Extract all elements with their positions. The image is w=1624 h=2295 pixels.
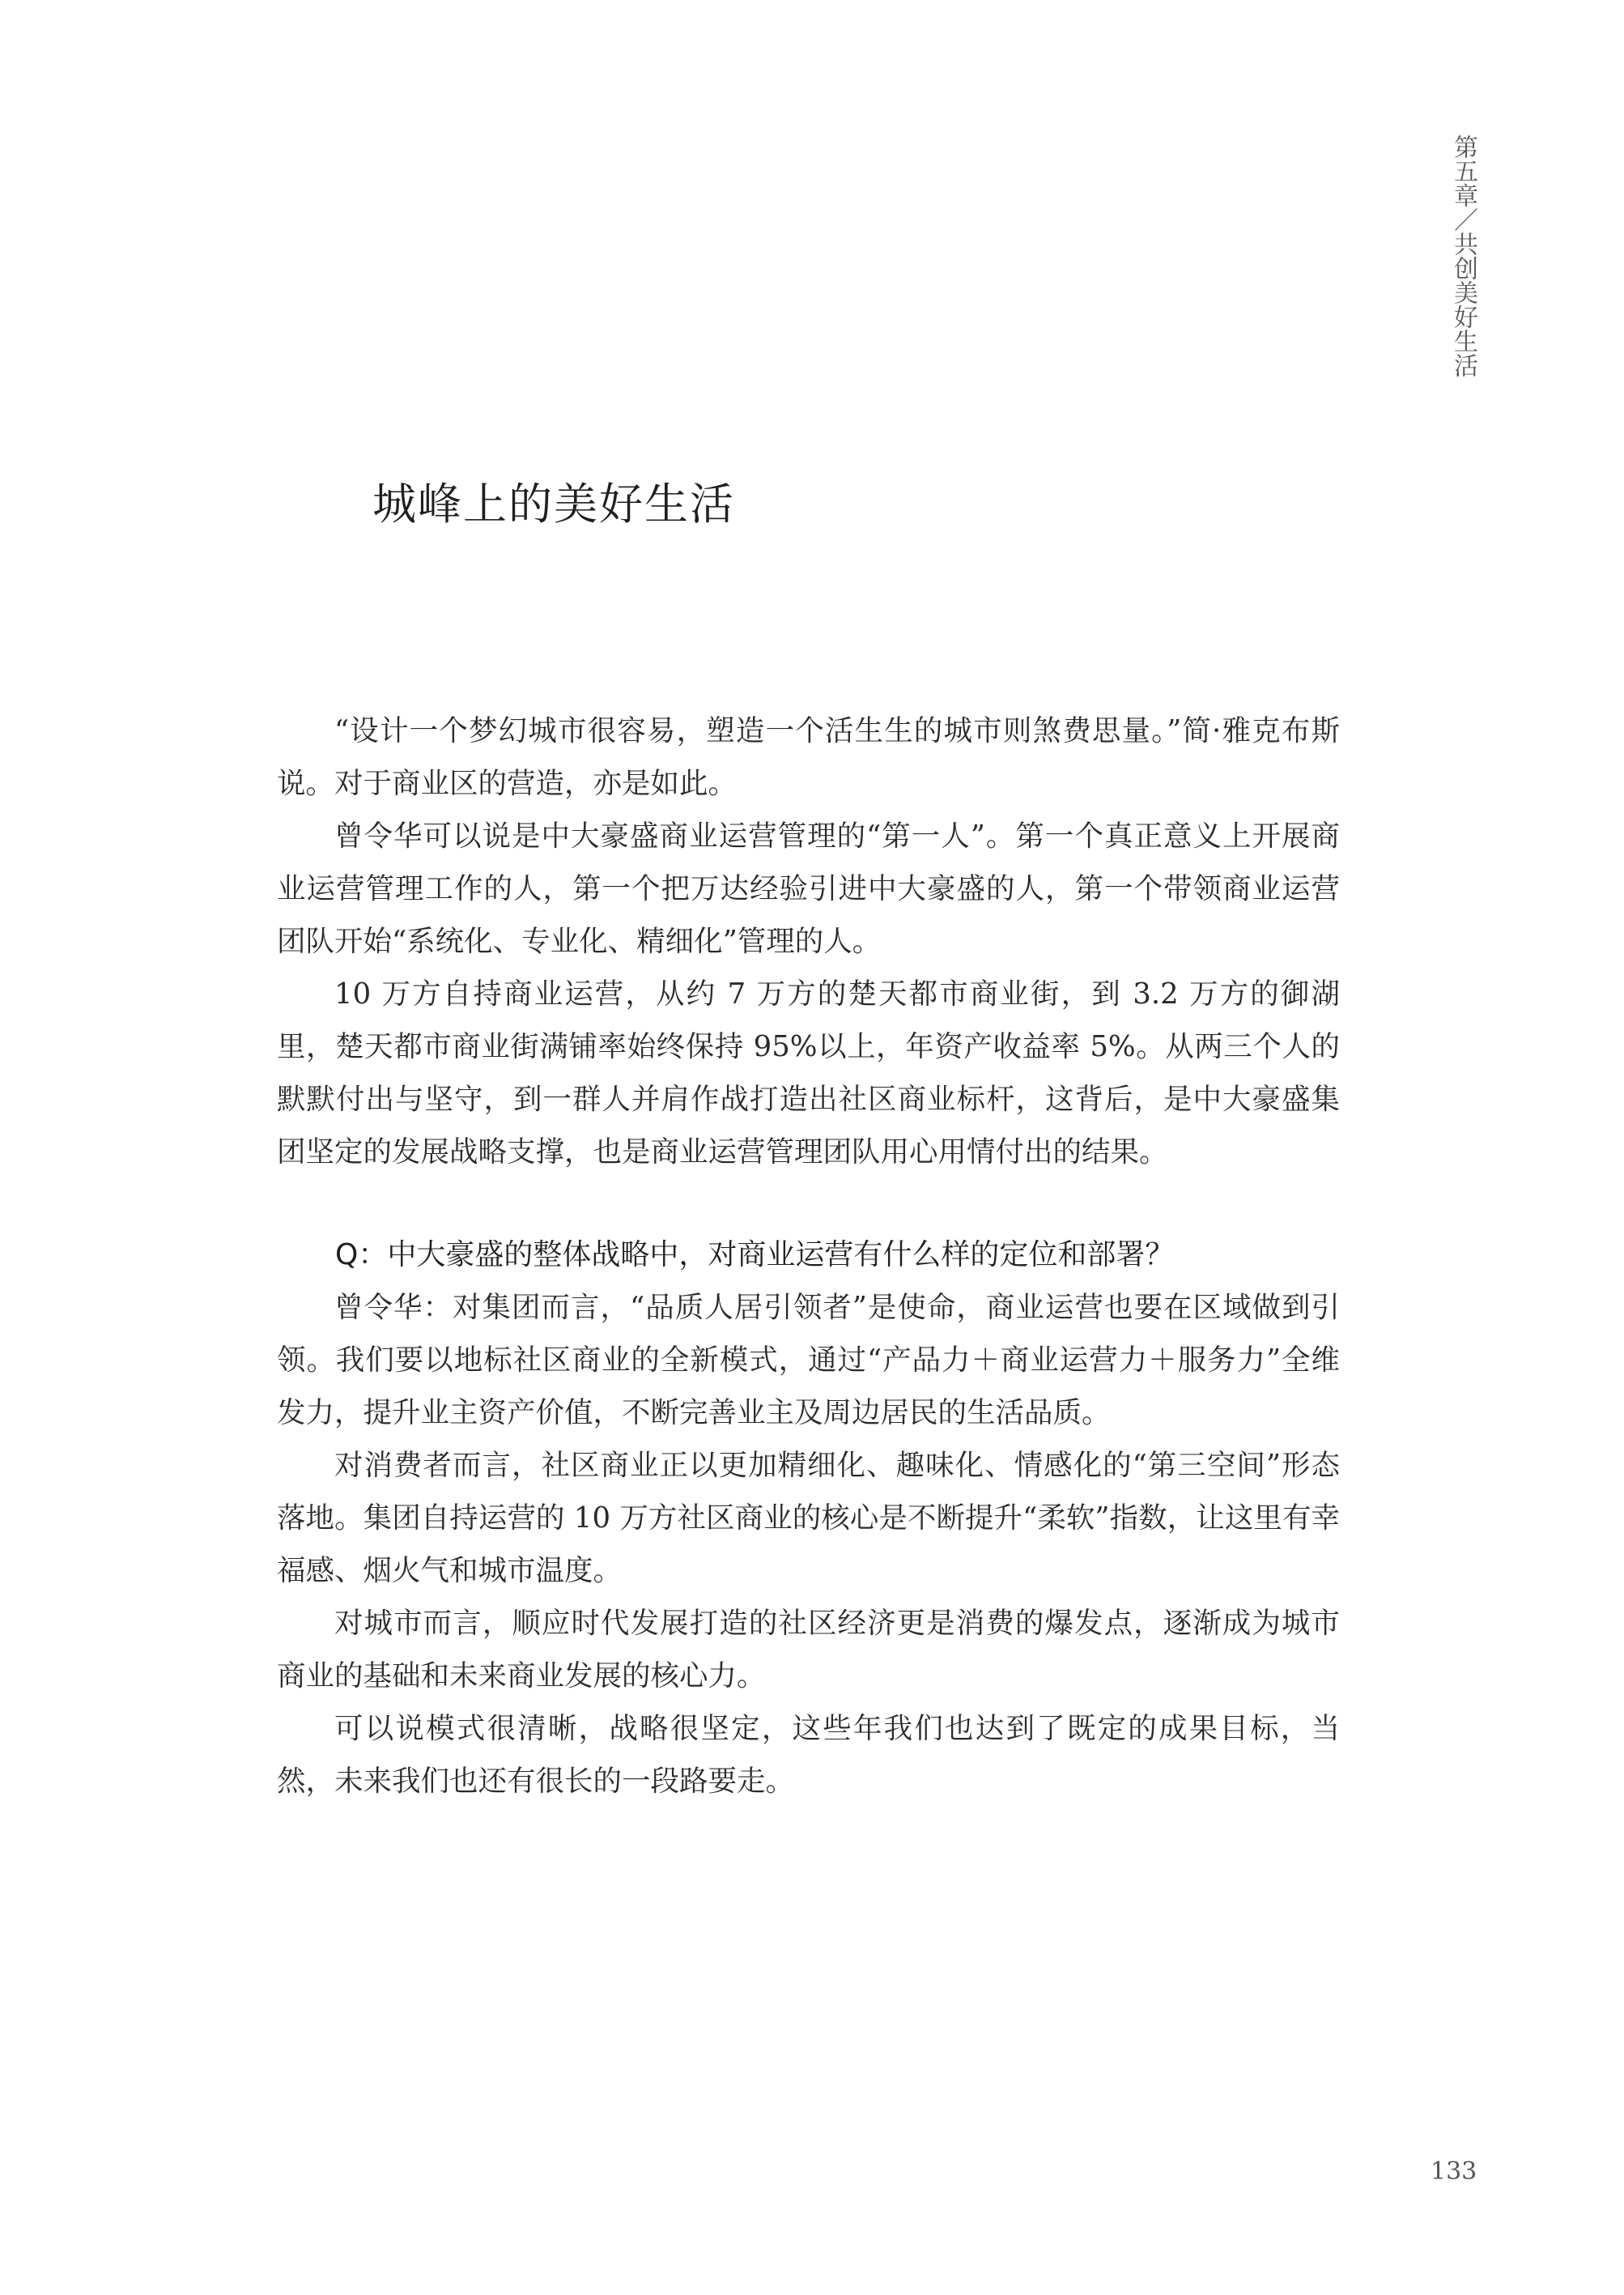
paragraph-intro-3: 10 万方自持商业运营，从约 7 万方的楚天都市商业街，到 3.2 万方的御湖里，楚天都市商业街满铺率始终保持 95%以上，年资产收益率 5%。从两三个人的默默付出与坚守，到一群人并肩作战打造出社区商业标杆，这背后，是中大豪盛集团坚定的发展战略支撑，也是商业运营管理团队用心用情付出的结果。 — [277, 977, 1340, 1169]
interview-question: Q：中大豪盛的整体战略中，对商业运营有什么样的定位和部署？ — [335, 1238, 1175, 1271]
paragraph-answer-2: 对消费者而言，社区商业正以更加精细化、趣味化、情感化的“第三空间”形态落地。集团自持运营的 10 万方社区商业的核心是不断提升“柔软”指数，让这里有幸福感、烟火气和城市温度。 — [277, 1449, 1340, 1587]
paragraph-answer-4: 可以说模式很清晰，战略很坚定，这些年我们也达到了既定的成果目标，当然，未来我们也还有很长的一段路要走。 — [277, 1712, 1340, 1798]
paragraph-answer-1: 曾令华：对集团而言，“品质人居引领者”是使命，商业运营也要在区域做到引领。我们要以地标社区商业的全新模式，通过“产品力＋商业运营力＋服务力”全维发力，提升业主资产价值，不断完善业主及周边居民的生活品质。 — [277, 1291, 1340, 1429]
running-head: 第五章／共创美好生活 — [1449, 134, 1477, 377]
article-body — [277, 705, 1340, 1807]
chapter-title: 城峰上的美好生活 — [372, 479, 735, 530]
paragraph-intro-1: “设计一个梦幻城市很容易，塑造一个活生生的城市则煞费思量。”简·雅克布斯说。对于商业区的营造，亦是如此。 — [277, 714, 1340, 800]
paragraph-answer-3: 对城市而言，顺应时代发展打造的社区经济更是消费的爆发点，逐渐成为城市商业的基础和未来商业发展的核心力。 — [277, 1607, 1340, 1693]
paragraph-intro-2: 曾令华可以说是中大豪盛商业运营管理的“第一人”。第一个真正意义上开展商业运营管理工作的人，第一个把万达经验引进中大豪盛的人，第一个带领商业运营团队开始“系统化、专业化、精细化”管理的人。 — [277, 820, 1340, 958]
page-number: 133 — [1431, 2157, 1477, 2186]
